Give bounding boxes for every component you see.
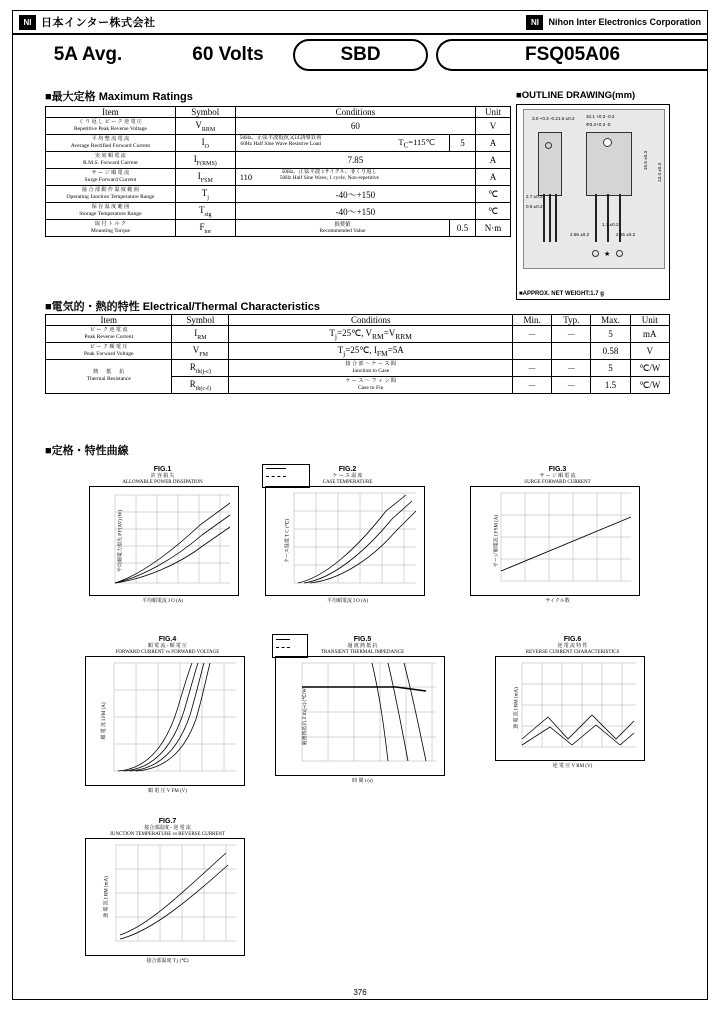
outline-box	[516, 104, 670, 300]
figure-7-ylabel: 逆 電 流 I RM (mA)	[104, 875, 110, 918]
max-ratings-table	[45, 106, 511, 237]
outline-weight: ■APPROX. NET WEIGHT:1.7 g	[519, 291, 604, 297]
table-row: 実 効 順 電 流 R.M.S. Forward Current $I_{F(RMS)}$ 7.85 A	[46, 152, 511, 169]
figure-6	[495, 636, 650, 769]
dim-label: 10.1 +0.3 -0.2	[586, 114, 615, 119]
figure-4-label: FIG.4	[158, 636, 177, 643]
figure-7	[85, 818, 250, 964]
table-row: く り 返 し ピ ー ク 逆 電 圧 Repetitive Peak Reverse Voltage $V_{RRM}$ 60 V	[46, 118, 511, 135]
figure-4-caption-en: FORWARD CURRENT vs FORWARD VOLTAGE	[115, 649, 220, 655]
figure-5-plot	[275, 656, 445, 776]
col-conditions: Conditions	[229, 315, 513, 326]
col-unit: Unit	[630, 315, 669, 326]
figure-5-caption-jp: 過 渡 熱 抵 抗	[347, 644, 378, 649]
figure-4-xlabel: 順 電 圧 V FM (V)	[148, 788, 187, 794]
figure-6-xlabel: 逆 電 圧 V RM (V)	[552, 763, 593, 769]
col-conditions: Conditions	[235, 107, 475, 118]
table-row: ピ ー ク 逆 電 流 Peak Reverse Current $I_{RM}$ $T_j=25℃$, $V_{RM}=V_{RRM}$ － － 5 mA	[46, 326, 670, 343]
lead-right	[555, 194, 557, 242]
table-row: 取 付 ト ル ク Mounting Torque $F_{tor}$ 推奨値 Recommended Value 0.5 N·m	[46, 220, 511, 237]
lead-mid	[549, 194, 551, 242]
curves-title: ■定格・特性曲線	[45, 445, 129, 457]
outline-figure	[523, 109, 665, 269]
company-name-jp: 日本インター株式会社	[41, 17, 156, 29]
table-row: ピ ー ク 順 電 圧 Peak Forward Voltage $V_{FM}$ $T_j=25℃$, $I_{FM}=5A$ 0.58 V	[46, 343, 670, 360]
table-header-row	[46, 107, 511, 118]
pin-1	[595, 194, 597, 242]
figure-4-caption-jp: 順 電 流 - 順 電 圧	[147, 644, 188, 649]
figure-4	[85, 636, 250, 794]
figure-1-label: FIG.1	[153, 466, 172, 473]
dim-label: 2.55 ±0.2	[616, 232, 636, 237]
col-unit: Unit	[476, 107, 511, 118]
pin-marker-2: ★	[604, 250, 611, 258]
dim-label: 2.7 ±0.2	[526, 194, 543, 199]
col-typ: Typ.	[552, 315, 591, 326]
dim-label: 1.5 ±0.2	[558, 116, 575, 121]
figure-7-xlabel: 接合部温度 T j (℃)	[146, 958, 189, 964]
figure-2-caption-jp: ケ ー ス 温 度	[332, 474, 363, 479]
figure-3	[470, 466, 645, 604]
pin-2	[607, 194, 609, 242]
page-number: 376	[353, 988, 367, 997]
figure-3-ylabel: サージ順電流 I FSM (A)	[494, 514, 500, 567]
col-min: Min.	[513, 315, 552, 326]
pin-marker-3	[616, 250, 623, 257]
table-row: 保 存 温 度 範 囲 Storage Temperature Range $T_{stg}$ -40～+150 ℃	[46, 203, 511, 220]
device-type: SBD	[293, 39, 428, 71]
figure-6-caption-jp: 逆 電 流 特 性	[557, 644, 588, 649]
table-row: 接 合 部 動 作 温 度 範 囲 Operating Junction Temperature Range $T_j$ -40～+150 ℃	[46, 186, 511, 203]
figure-6-ylabel: 逆 電 流 I RM (mA)	[514, 687, 520, 729]
electrical-table	[45, 314, 670, 394]
figure-7-caption-en: JUNCTION TEMPERATURE vs REVERSE CURRENT	[109, 831, 226, 837]
figure-1-plot	[89, 486, 239, 596]
table-row: $R_{th(c-f)}$ ケ ー ス ～ フ ィ ン 間 Case to Fin － － 1.5 ℃/W	[46, 377, 670, 394]
figure-5-label: FIG.5	[353, 636, 372, 643]
figure-5	[275, 636, 450, 784]
title-row	[13, 37, 707, 73]
dim-label: 13.4 ±0.3	[657, 162, 663, 183]
max-ratings-title: ■最大定格 Maximum Ratings	[45, 91, 193, 103]
company-name-en: Nihon Inter Electronics Corporation	[548, 17, 701, 27]
figure-2-plot	[265, 486, 425, 596]
figure-3-caption-jp: サ ー ジ 順 電 流	[539, 474, 576, 479]
dim-label: 2.55 ±0.2	[570, 232, 590, 237]
figure-1-ylabel: 平均順電力損失 P F(AV) (W)	[118, 509, 124, 572]
figure-2-xlabel: 平均順電流 I O (A)	[327, 598, 368, 604]
electrical-title: ■電気的・熱的特性 Electrical/Thermal Characteristics	[45, 301, 321, 313]
figure-5-caption-en: TRANSIENT THERMAL IMPEDANCE	[320, 649, 405, 655]
figure-1-caption-jp: 許 容 損 失	[150, 474, 175, 479]
lead-left	[543, 194, 545, 242]
figure-6-label: FIG.6	[563, 636, 582, 643]
table-header-row	[46, 315, 670, 326]
dim-label: 15.5 ±0.3	[643, 150, 649, 171]
rating-voltage: 60 Volts	[192, 44, 264, 65]
figure-2-label: FIG.2	[338, 466, 357, 473]
company-logo-icon: NI	[19, 15, 36, 30]
dim-label: Φ3.2+0.3 -0	[586, 122, 611, 127]
rating-current: 5A Avg.	[53, 44, 123, 65]
figure-7-label: FIG.7	[158, 818, 177, 825]
table-row: サ ー ジ 順 電 流 Surge Forward Current $I_{FSM}$ 110 50Hz、正弦半波 1サイクル、非くり返し 50Hz Half Sine Wave, 1 cycle, Non-repetitive A	[46, 169, 511, 186]
figure-7-plot	[85, 838, 245, 956]
dim-label: 0.6 ±0.2	[526, 204, 543, 209]
pin-marker-1	[592, 250, 599, 257]
figure-1	[85, 466, 240, 604]
header-right	[526, 15, 701, 30]
figure-5-xlabel: 時 間 t (s)	[352, 778, 373, 784]
outline-drawing	[516, 90, 670, 303]
figure-2-ylabel: ケース温度 T C (℃)	[285, 518, 291, 563]
figure-7-caption-jp: 接合部温度 - 逆 電 流	[144, 826, 191, 831]
page-header	[13, 11, 707, 35]
figure-5-legend	[272, 634, 308, 658]
mount-hole-icon	[603, 138, 612, 147]
dim-label: 3.0 +0.3 -0.2	[532, 116, 558, 121]
company-logo-icon-right: NI	[526, 15, 543, 30]
figure-1-caption-en: ALLOWABLE POWER DISSIPATION	[122, 479, 203, 485]
col-item: Item	[46, 315, 172, 326]
dim-label: 1.1 ±0.2	[602, 222, 619, 227]
figure-2-legend	[262, 464, 310, 488]
figure-2-caption-en: CASE TEMPERATURE	[322, 479, 373, 485]
table-row: 平 均 整 流 電 流 Average Rectified Forward Current $I_O$ 50Hz、正弦半波抵抗又は誘導負荷 60Hz Half Sine Wave Resistive Load $T_C=115℃$ 5 A	[46, 135, 511, 152]
figure-3-caption-en: SURGE FORWARD CURRENT	[524, 479, 591, 485]
figure-6-plot	[495, 656, 645, 761]
figure-4-ylabel: 順 電 流 I FM (A)	[102, 701, 108, 740]
col-item: Item	[46, 107, 176, 118]
figure-4-plot	[85, 656, 245, 786]
figure-3-xlabel: サイクル数	[545, 598, 570, 604]
col-symbol: Symbol	[175, 107, 235, 118]
figure-3-plot	[470, 486, 640, 596]
mount-hole-side-icon	[545, 142, 552, 149]
figure-3-label: FIG.3	[548, 466, 567, 473]
col-max: Max.	[591, 315, 630, 326]
figure-6-caption-en: REVERSE CURRENT CHARACTERISTICS	[525, 649, 620, 655]
figure-5-ylabel: 過渡熱抵抗 Z th(j-c) (℃/W)	[303, 685, 309, 746]
outline-title: ■OUTLINE DRAWING(mm)	[516, 90, 636, 101]
figure-1-xlabel: 平均順電流 I O (A)	[142, 598, 183, 604]
table-row: 熱 抵 抗 Thermal Resistance $R_{th(j-c)}$ 接 合 部 ～ ケ ー ス 間 Junction to Case － － 5 ℃/W	[46, 360, 670, 377]
part-number: FSQ05A06	[436, 39, 707, 71]
header-left	[19, 14, 156, 30]
col-symbol: Symbol	[172, 315, 229, 326]
